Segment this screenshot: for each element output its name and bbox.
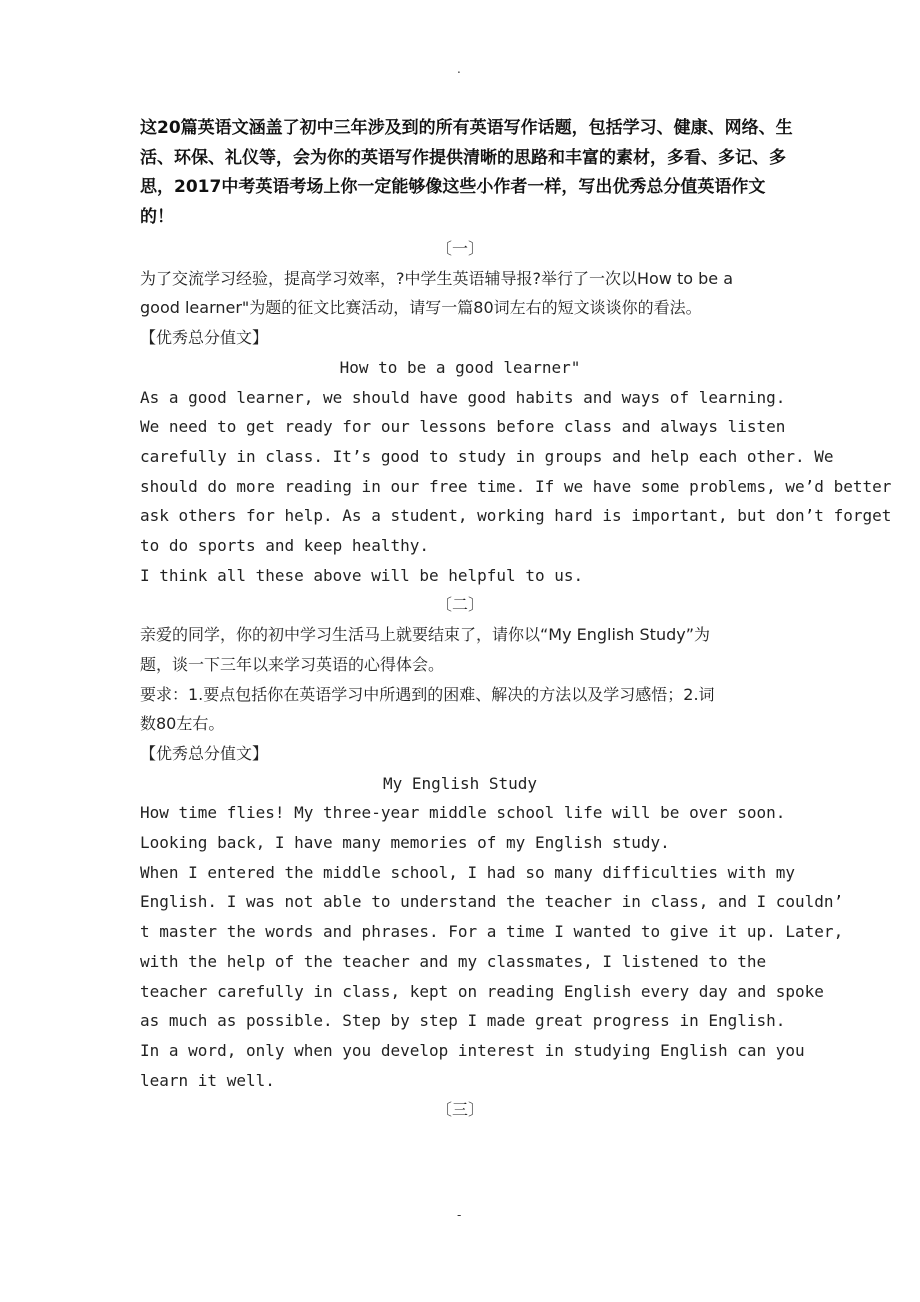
essay-line: learn it well. [140,1070,275,1090]
prompt-line-2-3: 要求：1.要点包括你在英语学习中所遇到的困难、解决的方法以及学习感悟；2.词 [140,684,715,704]
prompt-line-2-4: 数80左右。 [140,714,225,734]
essay-label-1: 【优秀总分值文】 [140,328,269,348]
section-number-2: 〔二〕 [435,595,484,615]
essay-line: When I entered the middle school, I had so many difficulties with my [140,862,796,882]
prompt-line-1-1: 为了交流学习经验，提高学习效率，?中学生英语辅导报?举行了一次以How to be a [140,268,734,288]
prompt-line-1-2: good learner"为题的征文比赛活动，请写一篇80词左右的短文谈谈你的看法。 [140,298,702,318]
essay-line: ask others for help. As a student, working hard is important, but don’t forget [140,506,892,526]
section-number-3: 〔三〕 [435,1100,484,1120]
essay-line: English. I was not able to understand the teacher in class, and I couldn’ [140,892,844,912]
essay-line: t master the words and phrases. For a time I wanted to give it up. Later, [140,922,844,942]
essay-line: I think all these above will be helpful to us. [140,565,584,585]
essay-line: with the help of the teacher and my classmates, I listened to the [140,951,767,971]
essay-label-2: 【优秀总分值文】 [140,743,269,763]
essay-line: As a good learner, we should have good habits and ways of learning. [140,387,786,407]
essay-line: teacher carefully in class, kept on reading English every day and spoke [140,981,824,1001]
document-body [140,114,892,1125]
essay-line: In a word, only when you develop interest in studying English can you [140,1040,805,1060]
essay-line: Looking back, I have many memories of my English study. [140,833,670,853]
header-mark: . [457,62,461,76]
essay-line: as much as possible. Step by step I made great progress in English. [140,1011,786,1031]
section-number-1: 〔一〕 [435,239,484,258]
footer-mark: - [457,1208,462,1222]
intro-paragraph: 这20篇英语文涵盖了初中三年涉及到的所有英语写作话题，包括学习、健康、网络、生活、环保、礼仪等，会为你的英语写作提供清晰的思路和丰富的素材，多看、多记、多思，2017中考英语考场上你一定能够像这些小作者一样，写出优秀总分值英语作文的！ [140,118,793,227]
essay-line: carefully in class. It’s good to study in groups and help each other. We [140,446,834,466]
essay-title-1: How to be a good learner" [339,357,581,377]
essay-line: to do sports and keep healthy. [140,536,429,556]
prompt-line-2-1: 亲爱的同学，你的初中学习生活马上就要结束了，请你以“My English Study”为 [140,625,710,645]
essay-title-2: My English Study [382,773,538,793]
essay-line: How time flies! My three-year middle school life will be over soon. [140,803,786,823]
essay-line: We need to get ready for our lessons before class and always listen [140,417,786,437]
essay-line: should do more reading in our free time. If we have some problems, we’d better [140,476,892,496]
prompt-line-2-2: 题，谈一下三年以来学习英语的心得体会。 [140,654,445,674]
